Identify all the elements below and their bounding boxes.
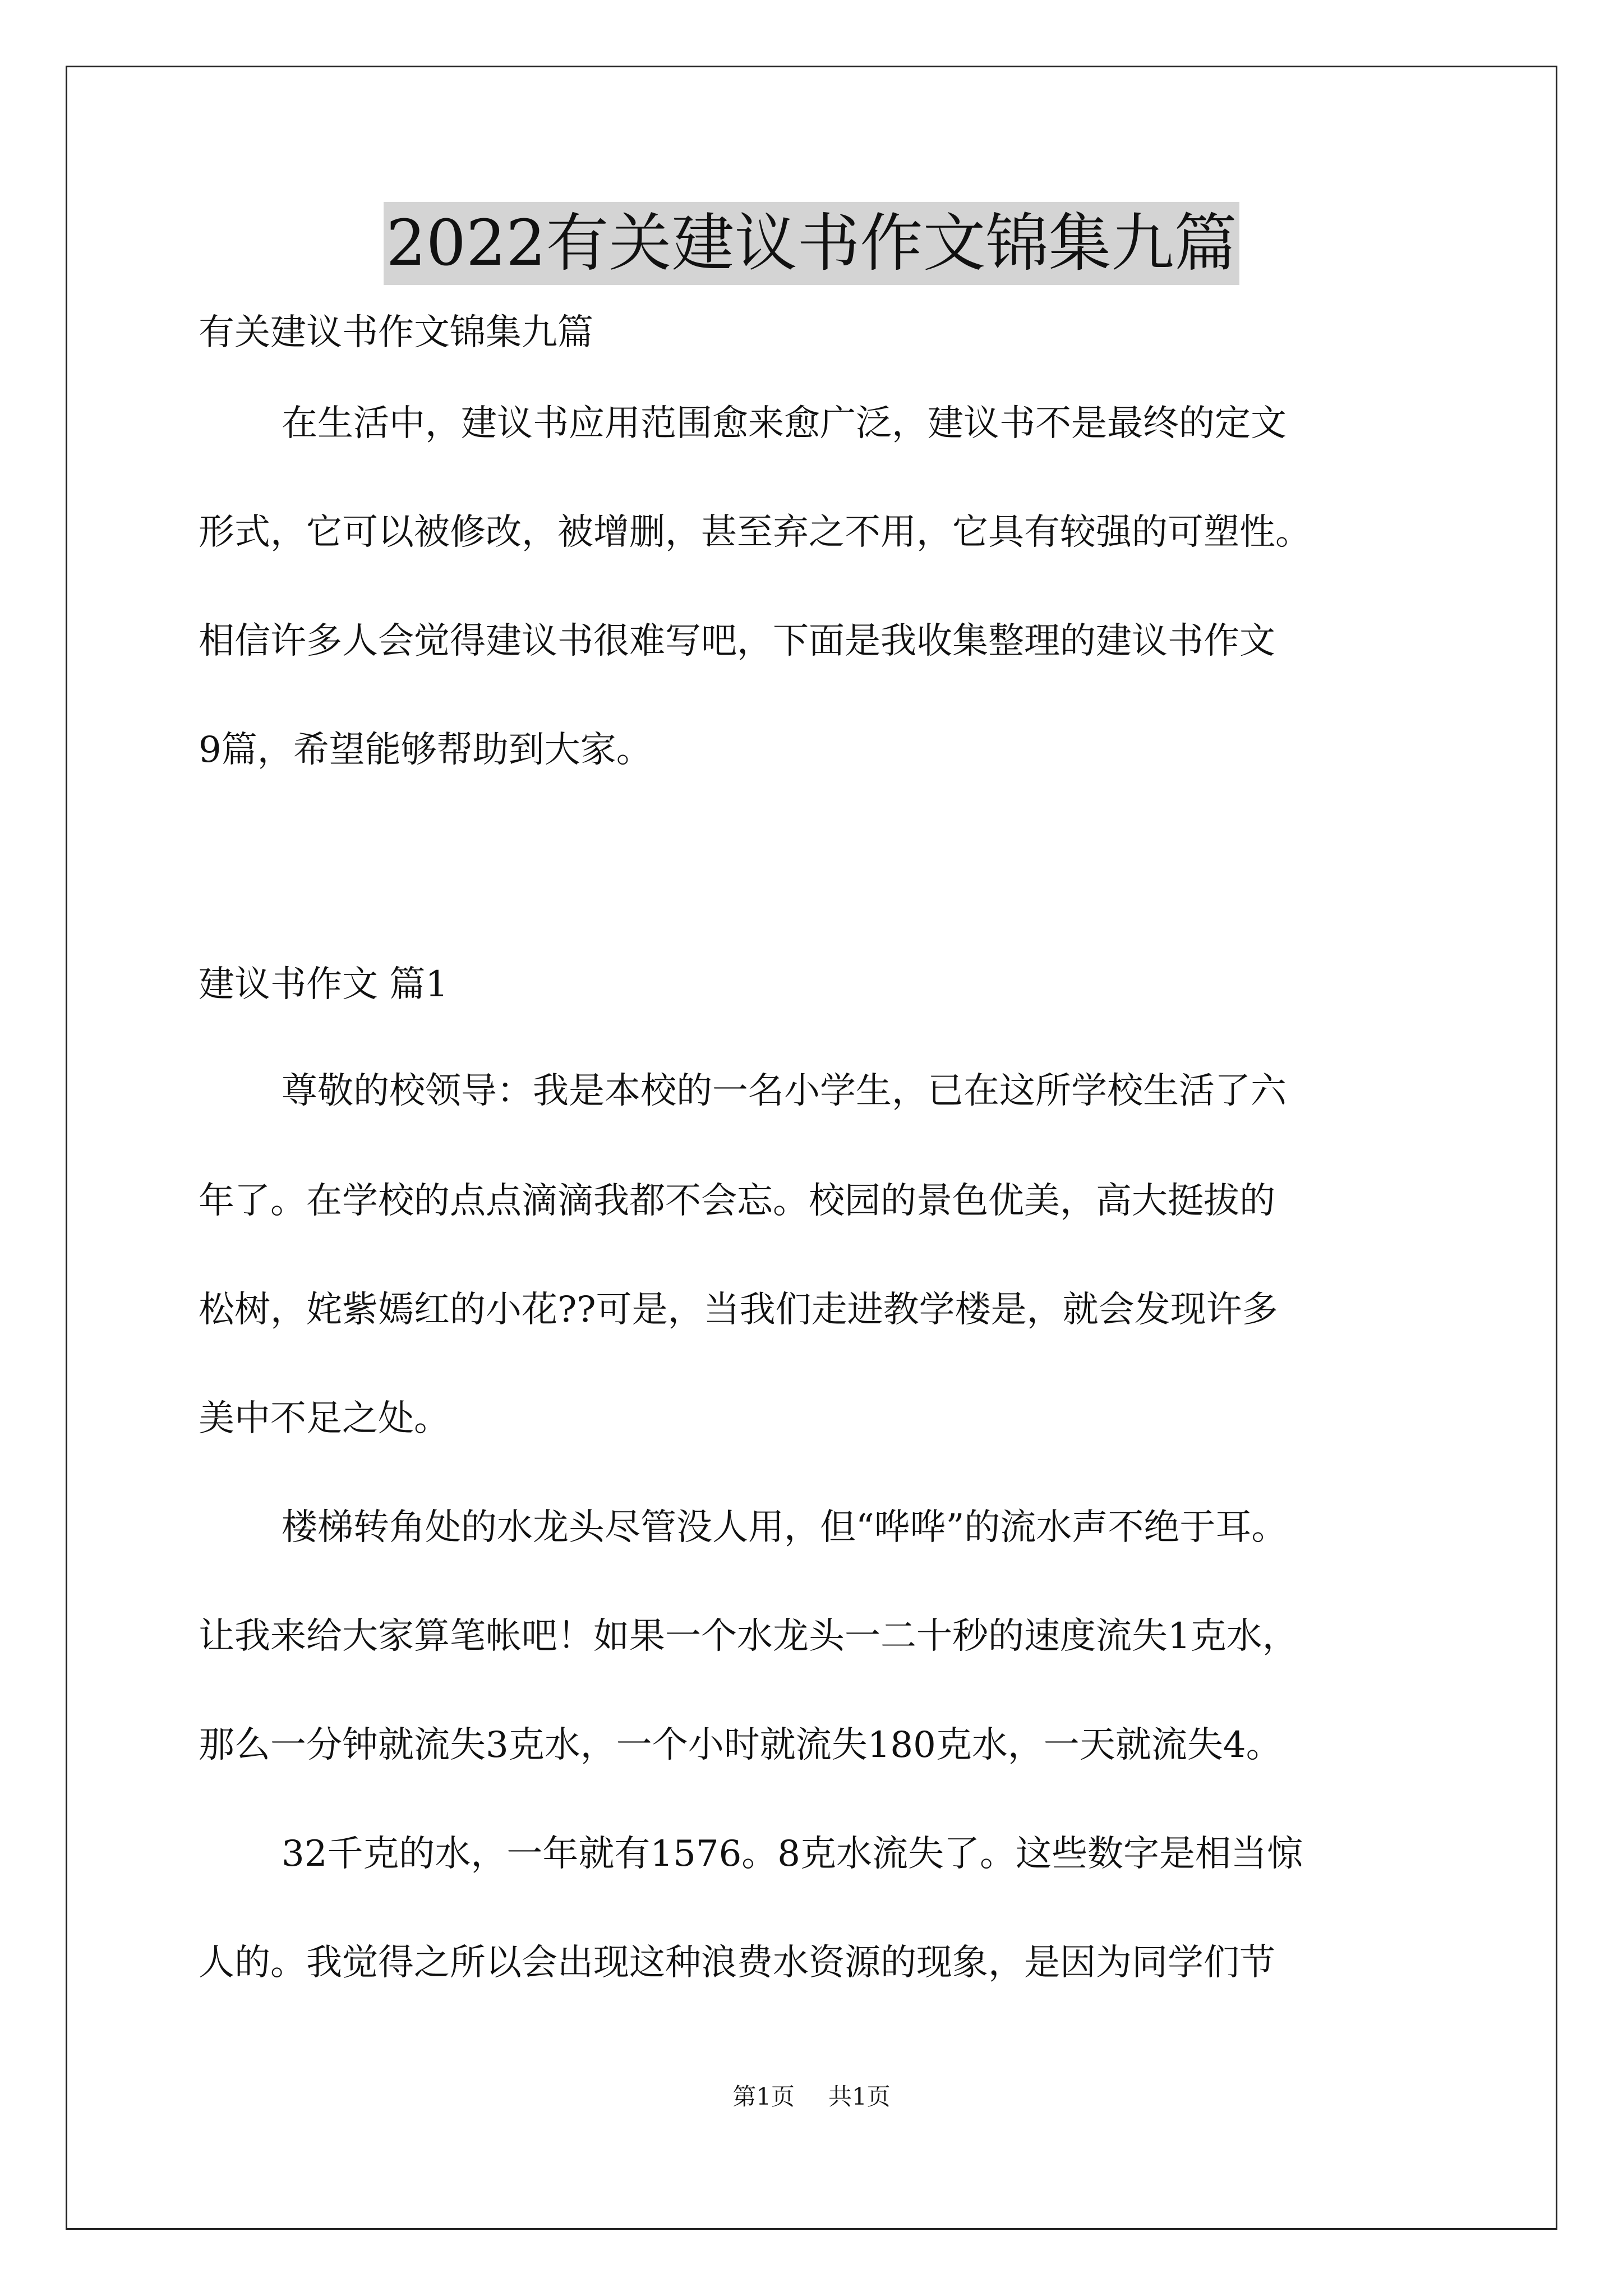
paragraph-line: 松树，姹紫嫣红的小花??可是，当我们走进教学楼是，就会发现许多	[199, 1289, 1278, 1331]
paragraph-line: 那么一分钟就流失3克水，一个小时就流失180克水，一天就流失4。	[199, 1724, 1282, 1766]
page-border	[66, 66, 1557, 2230]
paragraph-line: 人的。我觉得之所以会出现这种浪费水资源的现象，是因为同学们节	[199, 1942, 1275, 1984]
title-container	[0, 202, 1623, 285]
page-number: 第1页	[732, 2083, 795, 2110]
paragraph-line: 美中不足之处。	[199, 1398, 450, 1439]
paragraph-line: 让我来给大家算笔帐吧！如果一个水龙头一二十秒的速度流失1克水，	[199, 1616, 1298, 1657]
page-footer	[0, 2080, 1623, 2114]
intro-line: 相信许多人会觉得建议书很难写吧，下面是我收集整理的建议书作文	[199, 620, 1275, 662]
intro-line: 9篇，希望能够帮助到大家。	[199, 729, 652, 771]
intro-line: 形式，它可以被修改，被增删，甚至弃之不用，它具有较强的可塑性。	[199, 512, 1311, 553]
document-subtitle: 有关建议书作文锦集九篇	[199, 312, 593, 353]
intro-line: 在生活中，建议书应用范围愈来愈广泛，建议书不是最终的定文	[282, 403, 1287, 444]
paragraph-line: 年了。在学校的点点滴滴我都不会忘。校园的景色优美，高大挺拔的	[199, 1180, 1275, 1222]
paragraph-line: 32千克的水，一年就有1576。8克水流失了。这些数字是相当惊	[282, 1833, 1303, 1875]
paragraph-line: 楼梯转角处的水龙头尽管没人用，但“哗哗”的流水声不绝于耳。	[282, 1507, 1288, 1548]
section-heading: 建议书作文 篇1	[199, 964, 449, 1005]
page-total: 共1页	[828, 2083, 891, 2110]
document-title: 2022有关建议书作文锦集九篇	[384, 202, 1239, 285]
paragraph-line: 尊敬的校领导：我是本校的一名小学生，已在这所学校生活了六	[282, 1070, 1287, 1112]
